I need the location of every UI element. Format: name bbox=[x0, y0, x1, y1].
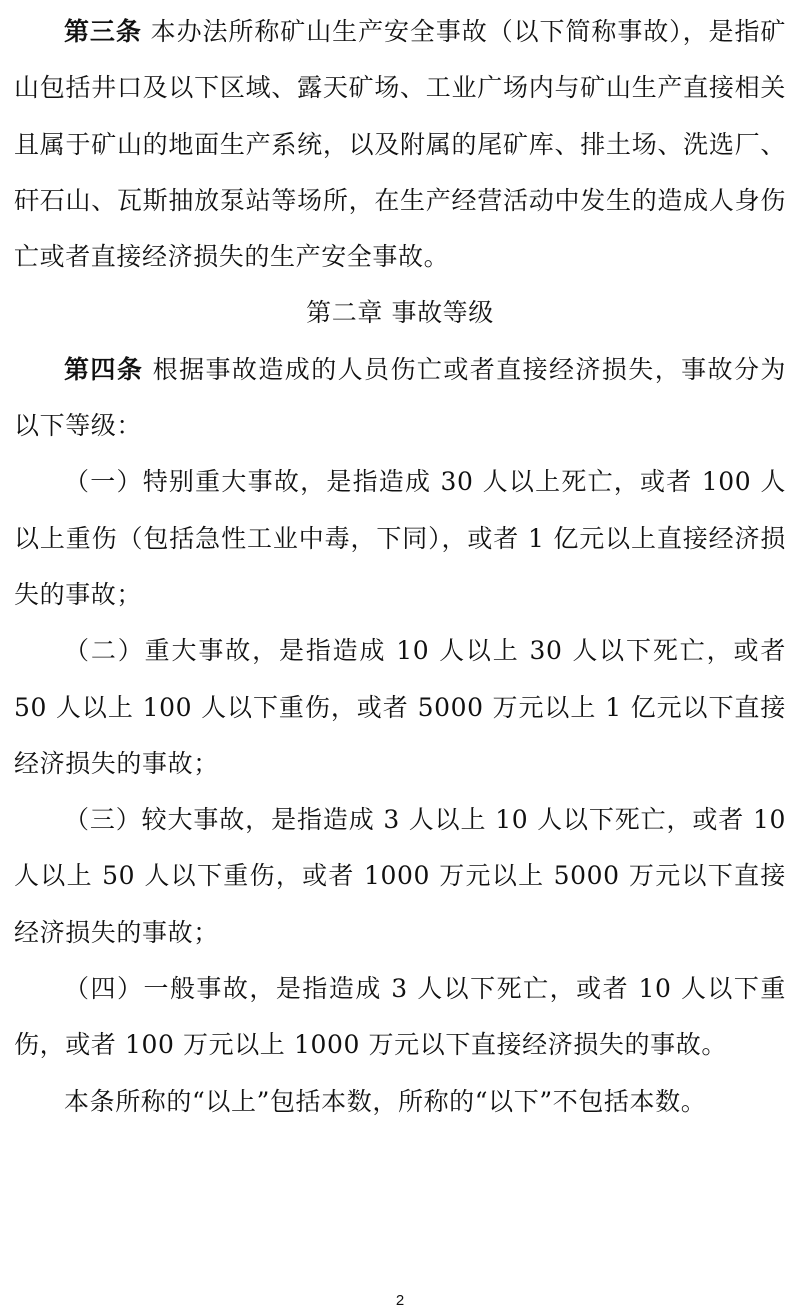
level-2-paragraph: （二）重大事故，是指造成 10 人以上 30 人以下死亡，或者 50 人以上 100 人以下重伤，或者 5000 万元以上 1 亿元以下直接经济损失的事故； bbox=[14, 636, 786, 778]
article-3-gap bbox=[142, 17, 151, 46]
definition-note: 本条所称的“以上”包括本数，所称的“以下”不包括本数。 bbox=[64, 1086, 707, 1116]
article-4-paragraph bbox=[14, 342, 786, 455]
page-number: 2 bbox=[395, 1292, 405, 1309]
article-4-gap bbox=[143, 355, 152, 384]
article-3-paragraph bbox=[14, 4, 786, 285]
article-4-text: 根据事故造成的人员伤亡或者直接经济损失，事故分为以下等级： bbox=[14, 354, 786, 441]
article-4-label: 第四条 bbox=[64, 354, 144, 384]
level-1-paragraph: （一）特别重大事故，是指造成 30 人以上死亡，或者 100 人以上重伤（包括急性工业中毒，下同），或者 1 亿元以上直接经济损失的事故； bbox=[14, 467, 786, 609]
article-3-text: 本办法所称矿山生产安全事故（以下简称事故），是指矿山包括井口及以下区域、露天矿场、工业广场内与矿山生产直接相关且属于矿山的地面生产系统，以及附属的尾矿库、排土场、洗选厂、矸石山、瓦斯抽放泵站等场所，在生产经营活动中发生的造成人身伤亡或者直接经济损失的生产安全事故。 bbox=[14, 17, 786, 272]
level-4-paragraph: （四）一般事故，是指造成 3 人以下死亡，或者 10 人以下重伤，或者 100 万元以上 1000 万元以下直接经济损失的事故。 bbox=[14, 974, 786, 1060]
chapter-2-heading: 第二章 事故等级 bbox=[306, 298, 494, 328]
level-3-paragraph: （三）较大事故，是指造成 3 人以上 10 人以下死亡，或者 10 人以上 50 人以下重伤，或者 1000 万元以上 5000 万元以下直接经济损失的事故； bbox=[14, 805, 786, 947]
article-3-label: 第三条 bbox=[64, 17, 142, 46]
document-body bbox=[14, 4, 786, 1130]
